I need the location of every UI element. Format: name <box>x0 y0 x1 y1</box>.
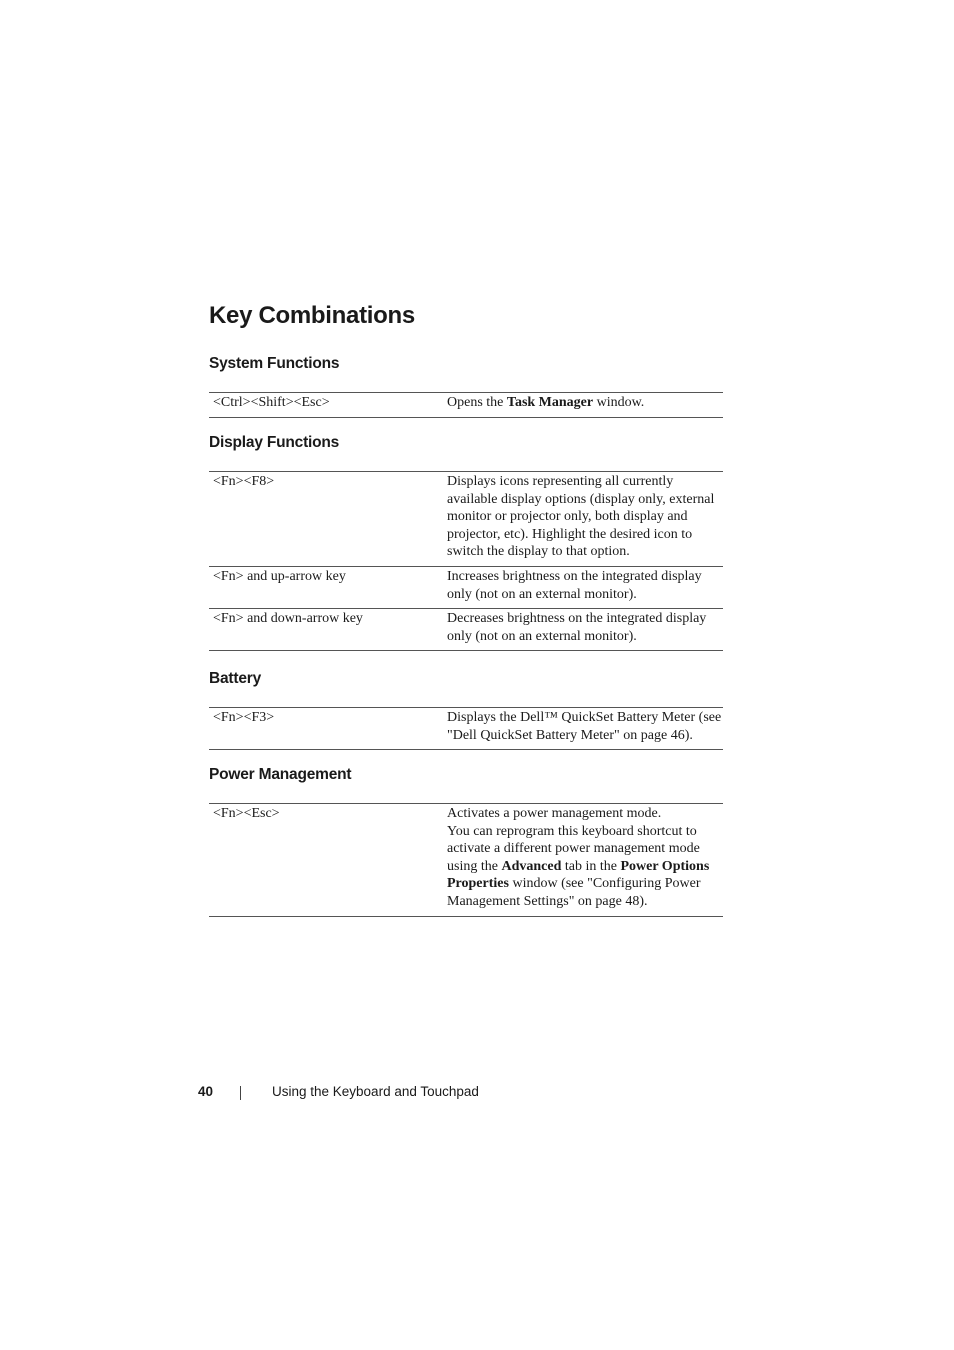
display-functions-table <box>209 471 723 651</box>
key-description: Decreases brightness on the integrated display only (not on an external monitor). <box>447 611 707 644</box>
key-combo: <Fn> and down-arrow key <box>213 611 363 627</box>
key-description: Activates a power management mode. You can reprogram this keyboard shortcut to activate a different power management mode using the Advanced tab in the Power Options Properties window (see "Configuring Power Management Settings" on page 48). <box>447 806 710 909</box>
key-combo: <Fn><F8> <box>213 474 275 489</box>
key-combo: <Ctrl><Shift><Esc> <box>213 395 330 410</box>
section-heading-display-functions: Display Functions <box>209 434 340 451</box>
section-heading-power-management: Power Management <box>209 766 352 783</box>
key-combo: <Fn><Esc> <box>213 806 280 821</box>
key-description: Opens the Task Manager window. <box>447 395 645 410</box>
key-description: Displays icons representing all currently available display options (display only, external monitor or projector only, both display and projector, etc). Highlight the desired icon to switch the display to that option. <box>447 474 715 560</box>
table-row <box>209 472 723 567</box>
ui-term: Task Manager <box>506 395 594 410</box>
page-number: 40 <box>198 1084 214 1099</box>
footer-chapter-title: Using the Keyboard and Touchpad <box>272 1084 479 1099</box>
page-title: Key Combinations <box>209 302 415 329</box>
table-row <box>209 566 723 608</box>
table-row <box>209 708 723 750</box>
key-description: Displays the Dell™ QuickSet Battery Meter (see "Dell QuickSet Battery Meter" on page 46). <box>447 710 722 743</box>
table-row <box>209 393 723 418</box>
table-row <box>209 804 723 917</box>
section-heading-battery: Battery <box>209 670 262 687</box>
power-management-table <box>209 803 723 917</box>
system-functions-table <box>209 392 723 418</box>
footer-divider <box>240 1086 241 1100</box>
key-combo: <Fn> and up-arrow key <box>213 568 346 584</box>
key-combo: <Fn><F3> <box>213 710 275 725</box>
key-description: Increases brightness on the integrated display only (not on an external monitor). <box>447 568 702 602</box>
section-heading-system-functions: System Functions <box>209 355 340 372</box>
ui-term: Power Options Properties <box>447 858 710 892</box>
ui-term: Advanced <box>501 858 562 874</box>
table-row <box>209 609 723 651</box>
battery-table <box>209 707 723 750</box>
